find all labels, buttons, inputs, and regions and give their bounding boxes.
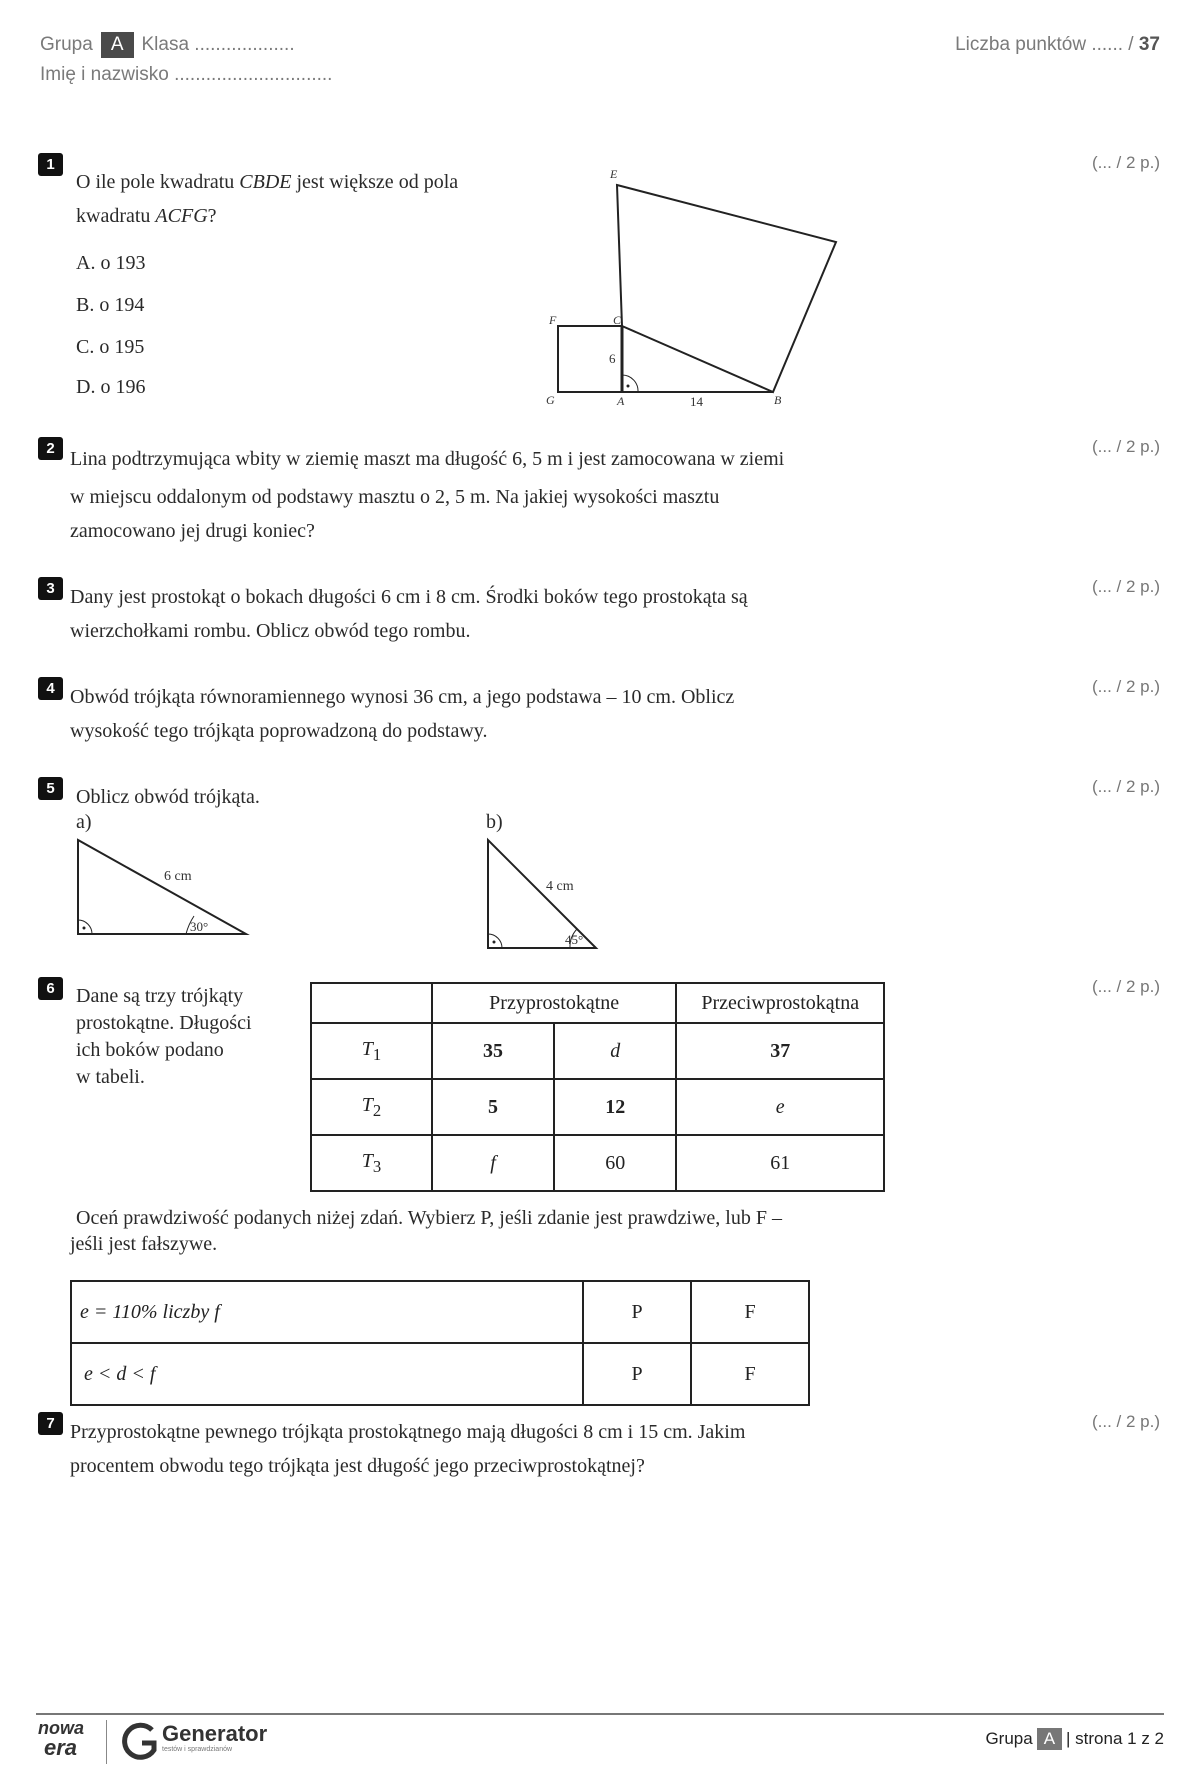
answer-option[interactable]: D. o 196	[76, 376, 146, 398]
points-total: 37	[1138, 34, 1160, 55]
statement-text: e = 110% liczby f	[71, 1281, 583, 1343]
statement-row	[71, 1281, 809, 1343]
generator-g-icon	[120, 1720, 160, 1764]
vertex-label-a: A	[617, 394, 625, 408]
question-number: 3	[38, 577, 63, 600]
question-points: (... / 2 p.)	[1091, 1412, 1160, 1431]
points-summary	[955, 34, 1160, 56]
answer-option[interactable]: A. o 193	[76, 252, 146, 274]
question-text: Przyprostokątne pewnego trójkąta prostokątnego mają długości 8 cm i 15 cm. Jakim procentem obwodu tego trójkąta jest długość jego przeciwprostokątnej?	[70, 1421, 746, 1477]
group-label: Grupa	[40, 34, 93, 55]
group-badge: A	[101, 32, 134, 58]
footer-group-badge: A	[1037, 1728, 1062, 1750]
table-header: Przeciwprostokątna	[676, 983, 884, 1023]
figure-label-b: b)	[486, 811, 503, 833]
angle-label: 45°	[565, 932, 584, 947]
header-group	[40, 32, 295, 58]
nowa-era-logo: nowa era	[38, 1718, 85, 1760]
true-option[interactable]: P	[583, 1343, 691, 1405]
question-number: 5	[38, 777, 63, 800]
question-points: (... / 2 p.)	[1091, 777, 1160, 796]
side-label: 6 cm	[164, 869, 192, 884]
question-number: 7	[38, 1412, 63, 1435]
footer-page-info: Grupa A | strona 1 z 2	[985, 1729, 1164, 1748]
question-points: (... / 2 p.)	[1091, 677, 1160, 696]
question-text: Obwód trójkąta równoramiennego wynosi 36 cm, a jego podstawa – 10 cm. Oblicz wysokość tego trójkąta poprowadzoną do podstawy.	[70, 686, 735, 742]
footer-divider	[36, 1713, 1164, 1715]
side-label-6: 6	[609, 351, 616, 366]
question-number: 1	[38, 153, 63, 176]
question-number: 4	[38, 677, 63, 700]
page-number: | strona 1 z 2	[1066, 1729, 1164, 1748]
question-number: 2	[38, 437, 63, 460]
question-text: Oblicz obwód trójkąta.	[76, 786, 260, 808]
question-points: (... / 2 p.)	[1091, 437, 1160, 456]
question-points: (... / 2 p.)	[1091, 153, 1160, 172]
question-text: Lina podtrzymująca wbity w ziemię maszt ma długość 6, 5 m i jest zamocowana w ziemi w miejscu oddalonym od podstawy masztu o 2, 5 m. Na jakiej wysokości masztu zamocowano jej drugi koniec?	[70, 448, 785, 542]
question-text: O ile pole kwadratu CBDE jest większe od pola kwadratu ACFG?	[76, 171, 459, 227]
false-option[interactable]: F	[691, 1281, 809, 1343]
vertex-label-b: B	[774, 393, 782, 407]
name-field: Imię i nazwisko ..............................	[40, 64, 333, 85]
true-false-table	[70, 1280, 810, 1406]
angle-label: 30°	[190, 919, 209, 934]
vertex-label-c: C	[613, 313, 622, 327]
squares-figure	[540, 160, 860, 410]
table-row: $T_2$ 5 12 e	[311, 1079, 884, 1135]
triangles-table	[310, 982, 885, 1192]
false-option[interactable]: F	[691, 1343, 809, 1405]
table-header: Przyprostokątne	[432, 983, 677, 1023]
question-number: 6	[38, 977, 63, 1000]
question-intro: Dane są trzy trójkąty prostokątne. Długości ich boków podano w tabeli.	[76, 985, 252, 1088]
vertex-label-g: G	[546, 393, 555, 407]
question-points: (... / 2 p.)	[1091, 577, 1160, 596]
generator-logo: Generator testów i sprawdzianów	[162, 1721, 268, 1753]
question-points: (... / 2 p.)	[1091, 977, 1160, 996]
table-row: $T_1$ 35 d 37	[311, 1023, 884, 1079]
vertex-label-e: E	[610, 167, 618, 181]
class-field: Klasa ...................	[141, 34, 295, 55]
points-label: Liczba punktów ...... /	[955, 34, 1134, 55]
table-row: $T_3$ f 60 61	[311, 1135, 884, 1191]
side-label-14: 14	[690, 394, 703, 409]
instruction: Oceń prawdziwość podanych niżej zdań. Wybierz P, jeśli zdanie jest prawdziwe, lub F – jeśli jest fałszywe.	[70, 1207, 782, 1255]
answer-option[interactable]: C. o 195	[76, 336, 145, 358]
side-label: 4 cm	[546, 879, 574, 894]
true-option[interactable]: P	[583, 1281, 691, 1343]
answer-option[interactable]: B. o 194	[76, 294, 145, 316]
logo-divider	[106, 1720, 107, 1764]
statement-text: e < d < f	[71, 1343, 583, 1405]
question-text: Dany jest prostokąt o bokach długości 6 cm i 8 cm. Środki boków tego prostokąta są wierzchołkami rombu. Oblicz obwód tego rombu.	[70, 586, 748, 642]
triangle-figure-a	[70, 830, 260, 940]
vertex-label-f: F	[549, 313, 557, 327]
table-header	[311, 983, 432, 1023]
triangle-figure-b	[480, 830, 610, 950]
figure-label-a: a)	[76, 811, 92, 833]
statement-row	[71, 1343, 809, 1405]
